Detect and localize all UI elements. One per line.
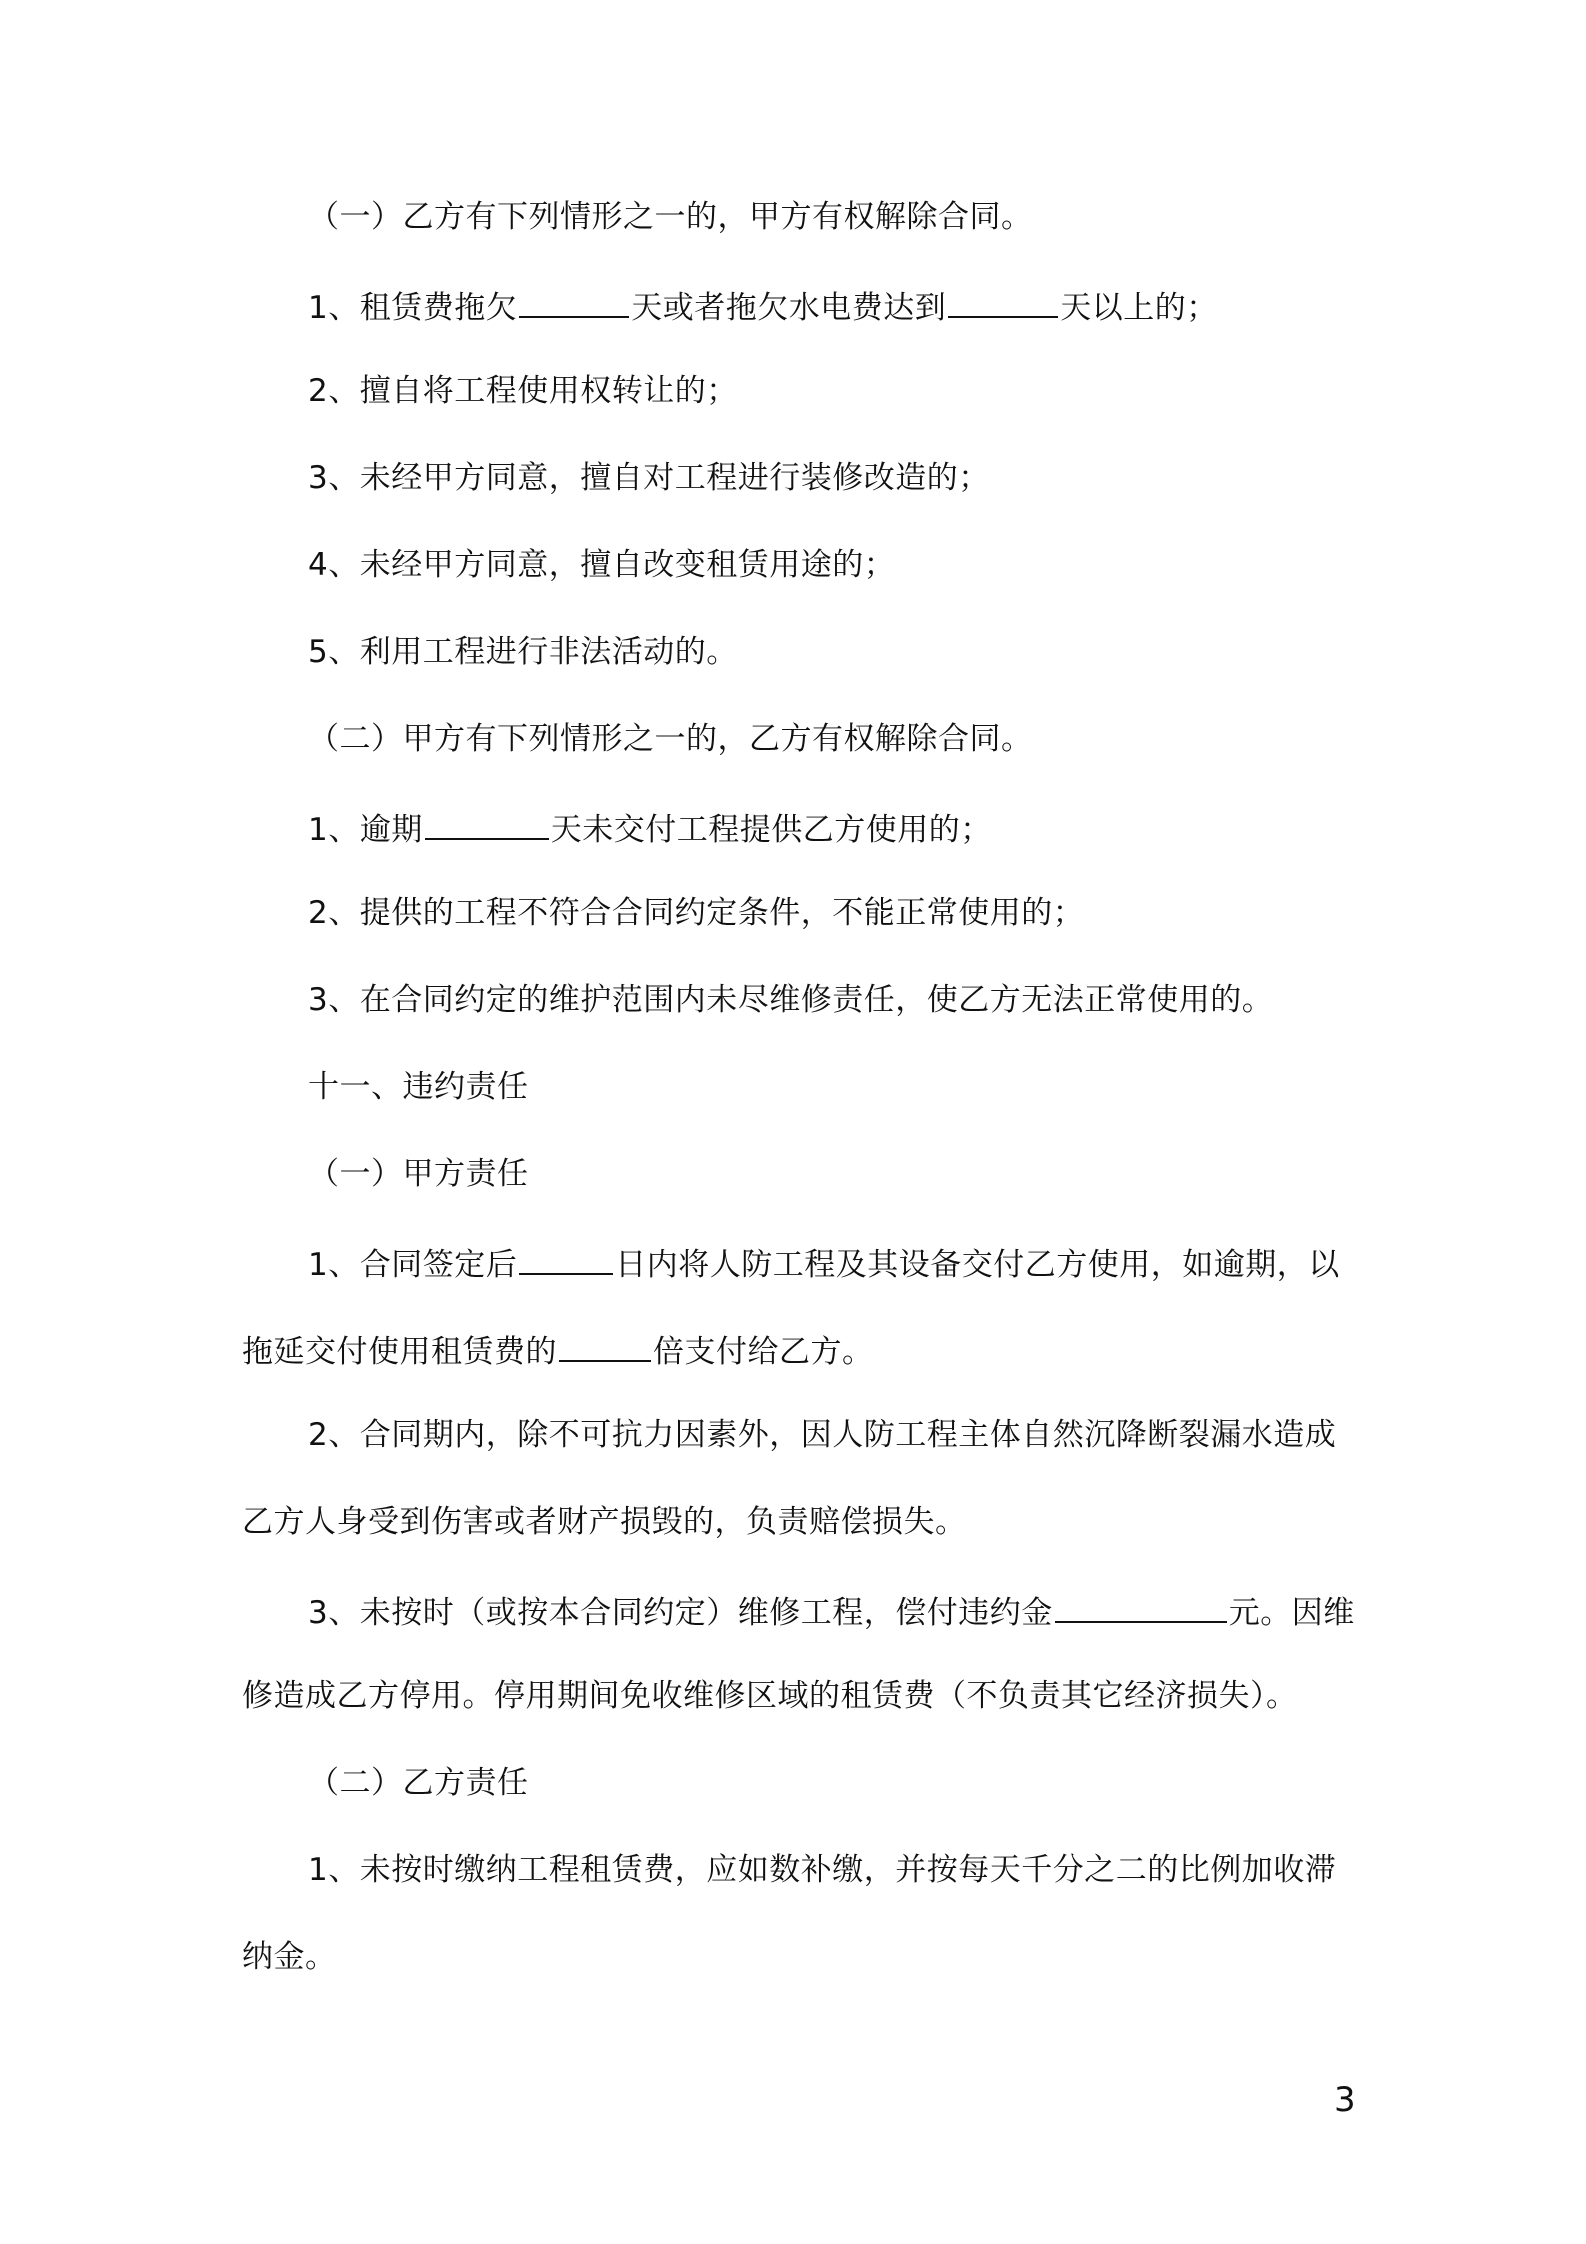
text: 天未交付工程提供乙方使用的； — [550, 812, 992, 848]
text: （二）甲方有下列情形之一的，乙方有权解除合同。 — [308, 721, 1033, 757]
text: 元。因维 — [1228, 1595, 1355, 1631]
text: 3、未经甲方同意，擅自对工程进行装修改造的； — [308, 460, 990, 496]
text: （一）甲方责任 — [308, 1156, 529, 1192]
text: 日内将人防工程及其设备交付乙方使用，如逾期，以 — [615, 1247, 1340, 1283]
party-a-item-2-line-2 — [242, 1502, 967, 1542]
clause-2-item-1 — [308, 806, 992, 850]
party-a-heading — [308, 1154, 529, 1194]
fill-in-blank[interactable] — [559, 1328, 651, 1362]
party-a-item-3-line-2 — [242, 1676, 1298, 1716]
party-b-heading — [308, 1763, 529, 1803]
text: 天以上的； — [1060, 290, 1218, 326]
text: 1、租赁费拖欠 — [308, 290, 518, 326]
text: （二）乙方责任 — [308, 1765, 529, 1801]
clause-2-item-2 — [308, 893, 1084, 933]
text: 修造成乙方停用。停用期间免收维修区域的租赁费（不负责其它经济损失）。 — [242, 1678, 1298, 1714]
clause-1-item-4 — [308, 545, 895, 585]
text: 3、在合同约定的维护范围内未尽维修责任，使乙方无法正常使用的。 — [308, 982, 1274, 1018]
text: 1、未按时缴纳工程租赁费，应如数补缴，并按每天千分之二的比例加收滞 — [308, 1852, 1337, 1888]
party-b-item-1-line-1 — [308, 1850, 1336, 1890]
text: 天或者拖欠水电费达到 — [631, 290, 947, 326]
clause-1-heading — [308, 197, 1033, 237]
text: 2、合同期内，除不可抗力因素外，因人防工程主体自然沉降断裂漏水造成 — [308, 1417, 1337, 1453]
clause-1-item-3 — [308, 458, 990, 498]
fill-in-blank[interactable] — [948, 284, 1058, 318]
text: 5、利用工程进行非法活动的。 — [308, 634, 738, 670]
fill-in-blank[interactable] — [425, 806, 549, 840]
text: 纳金。 — [242, 1939, 337, 1975]
fill-in-blank[interactable] — [519, 284, 629, 318]
text: 乙方人身受到伤害或者财产损毁的，负责赔偿损失。 — [242, 1504, 967, 1540]
text: 1、逾期 — [308, 812, 423, 848]
text: 2、擅自将工程使用权转让的； — [308, 373, 738, 409]
text: 拖延交付使用租赁费的 — [242, 1334, 557, 1370]
party-a-item-1-line-1 — [308, 1241, 1340, 1285]
fill-in-blank[interactable] — [519, 1241, 613, 1275]
page-number: 3 — [1334, 2080, 1356, 2120]
clause-1-item-2 — [308, 371, 738, 411]
text: 3、未按时（或按本合同约定）维修工程，偿付违约金 — [308, 1595, 1053, 1631]
text: 1、合同签定后 — [308, 1247, 518, 1283]
clause-1-item-5 — [308, 632, 738, 672]
text: 倍支付给乙方。 — [653, 1334, 874, 1370]
party-a-item-2-line-1 — [308, 1415, 1336, 1455]
text: 4、未经甲方同意，擅自改变租赁用途的； — [308, 547, 896, 583]
clause-1-item-1 — [308, 284, 1218, 328]
fill-in-blank[interactable] — [1055, 1589, 1227, 1623]
section-11-title — [308, 1067, 529, 1107]
text: 2、提供的工程不符合合同约定条件，不能正常使用的； — [308, 895, 1085, 931]
clause-2-item-3 — [308, 980, 1273, 1020]
text: （一）乙方有下列情形之一的，甲方有权解除合同。 — [308, 199, 1033, 235]
party-b-item-1-line-2 — [242, 1937, 337, 1977]
text: 十一、违约责任 — [308, 1069, 529, 1105]
party-a-item-1-line-2 — [242, 1328, 874, 1372]
clause-2-heading — [308, 719, 1033, 759]
party-a-item-3-line-1 — [308, 1589, 1355, 1633]
